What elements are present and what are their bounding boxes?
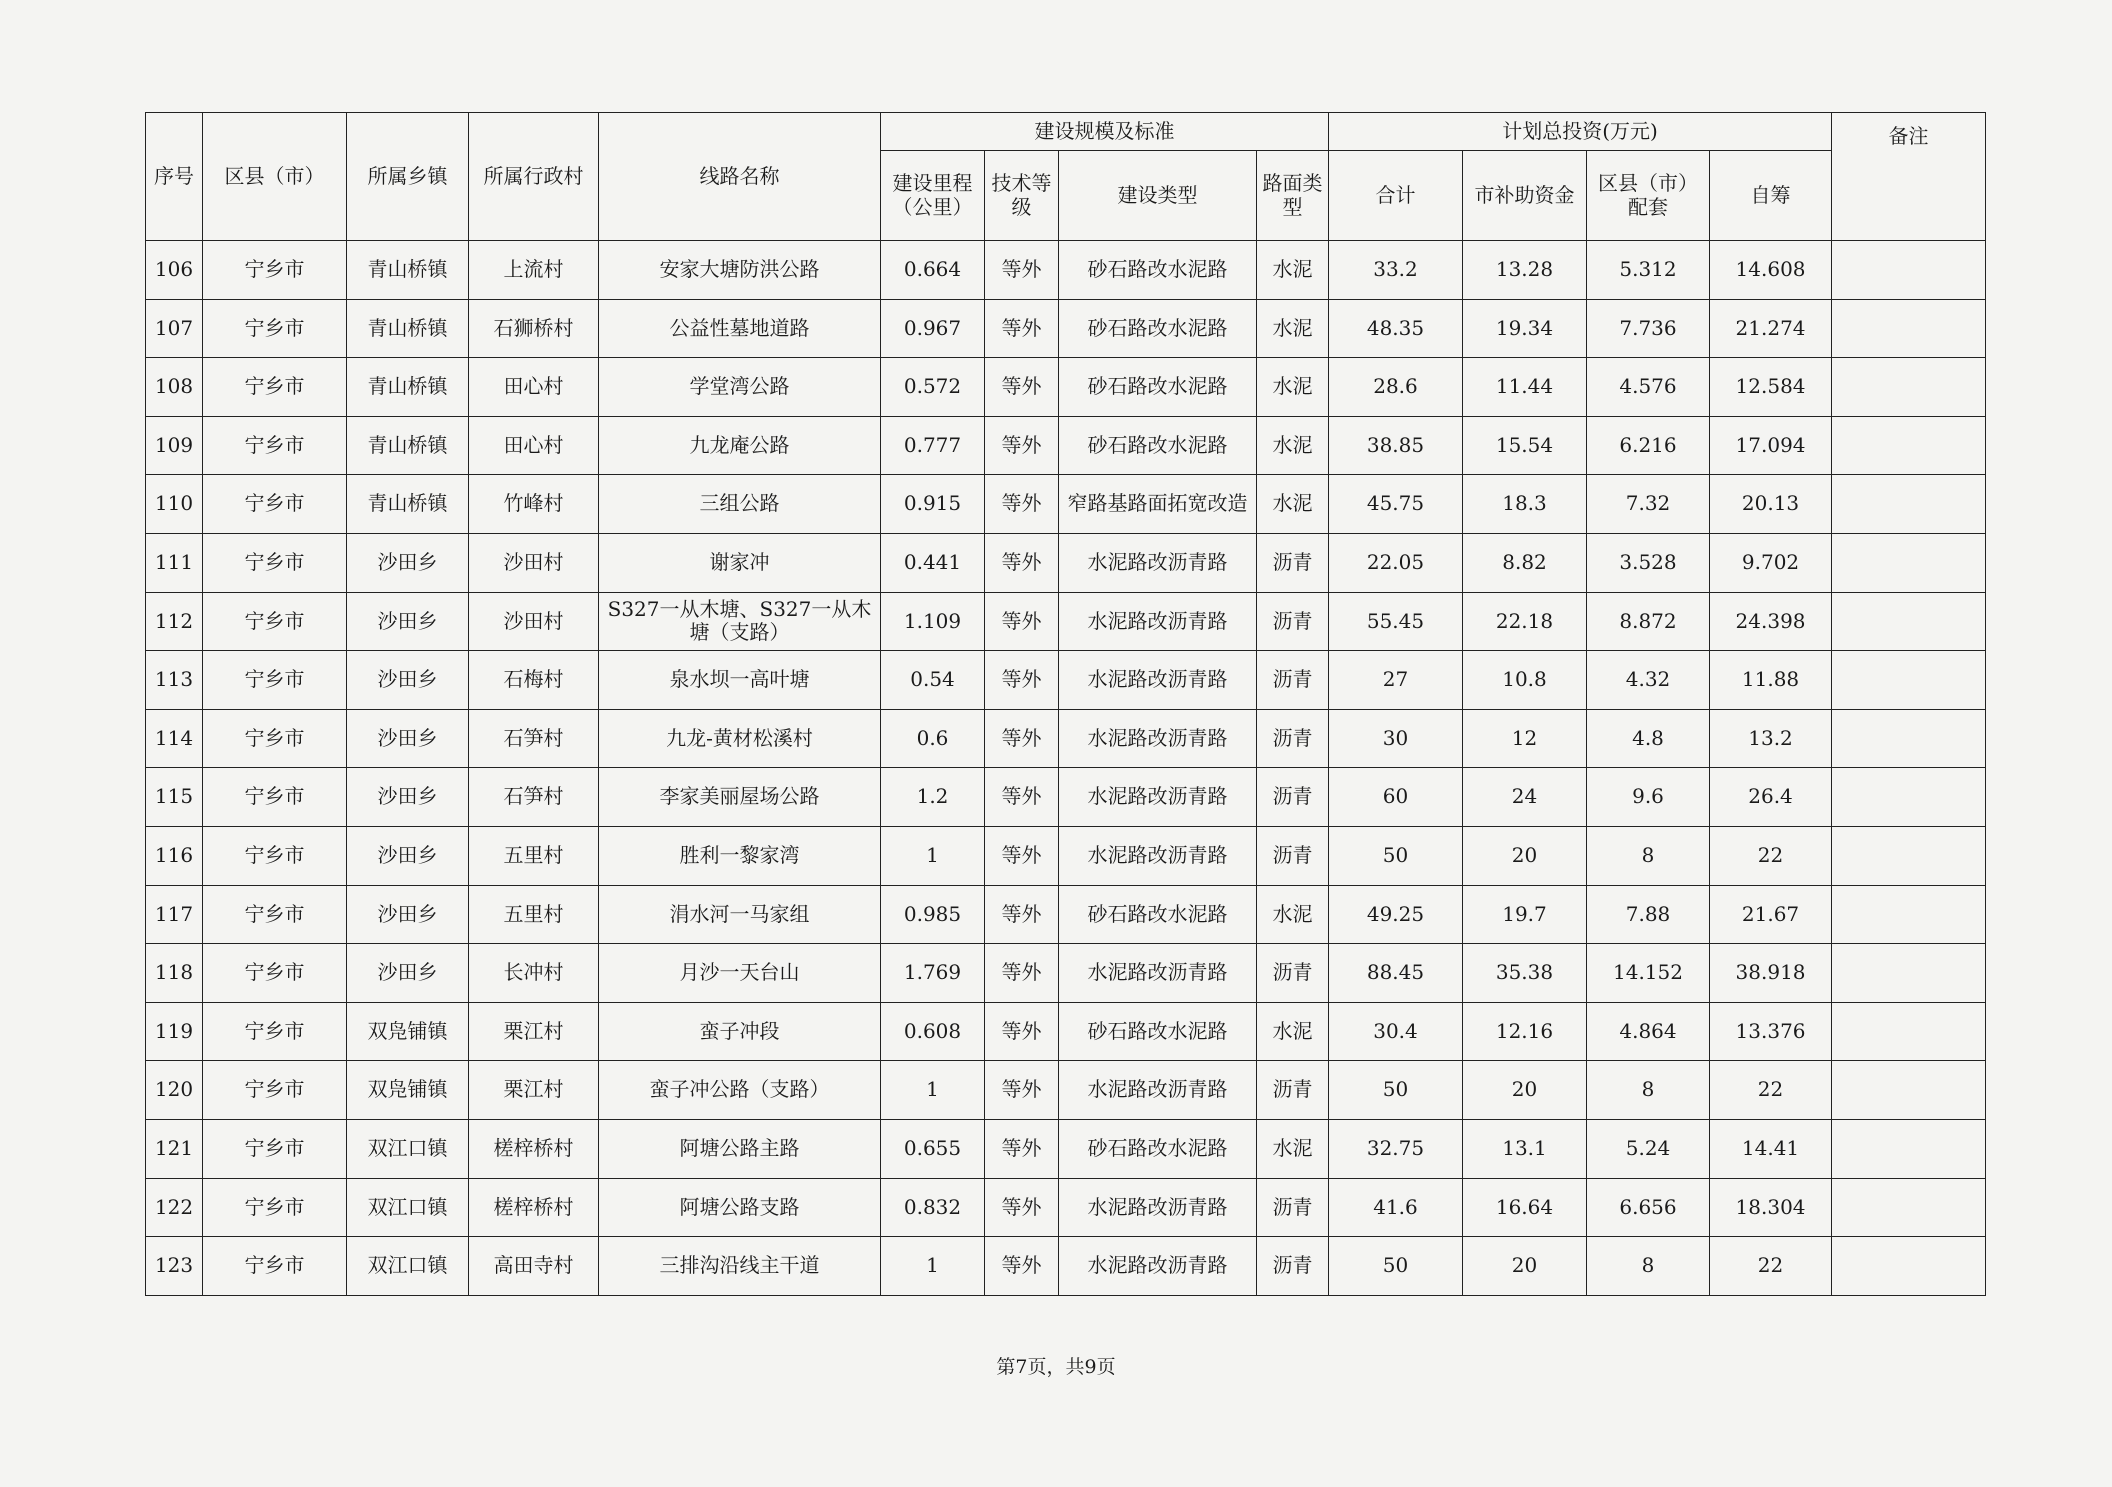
cell-city: 19.7	[1463, 885, 1587, 944]
cell-county: 宁乡市	[203, 651, 347, 710]
cell-build-type: 水泥路改沥青路	[1059, 944, 1257, 1003]
cell-township: 青山桥镇	[347, 241, 469, 300]
cell-total: 30.4	[1329, 1002, 1463, 1061]
cell-self: 13.376	[1710, 1002, 1832, 1061]
cell-grade: 等外	[985, 1061, 1059, 1120]
cell-build-type: 砂石路改水泥路	[1059, 241, 1257, 300]
cell-county: 宁乡市	[203, 885, 347, 944]
cell-township: 沙田乡	[347, 944, 469, 1003]
cell-pavement: 沥青	[1257, 1061, 1329, 1120]
cell-route: 三排沟沿线主干道	[599, 1237, 881, 1296]
cell-self: 9.702	[1710, 533, 1832, 592]
cell-township: 青山桥镇	[347, 299, 469, 358]
cell-total: 32.75	[1329, 1119, 1463, 1178]
cell-build-type: 砂石路改水泥路	[1059, 1002, 1257, 1061]
table-row	[146, 358, 1986, 417]
cell-township: 双江口镇	[347, 1178, 469, 1237]
cell-city: 20	[1463, 1237, 1587, 1296]
cell-county: 宁乡市	[203, 1178, 347, 1237]
header-scale-group: 建设规模及标准	[881, 113, 1329, 151]
cell-township: 沙田乡	[347, 651, 469, 710]
cell-grade: 等外	[985, 533, 1059, 592]
cell-grade: 等外	[985, 709, 1059, 768]
cell-county: 宁乡市	[203, 241, 347, 300]
cell-remark	[1832, 944, 1986, 1003]
cell-mileage: 0.6	[881, 709, 985, 768]
cell-township: 青山桥镇	[347, 475, 469, 534]
cell-county-match: 7.736	[1587, 299, 1710, 358]
table-row	[146, 416, 1986, 475]
cell-pavement: 沥青	[1257, 826, 1329, 885]
cell-route: 谢家冲	[599, 533, 881, 592]
cell-village: 石笋村	[469, 768, 599, 827]
cell-grade: 等外	[985, 826, 1059, 885]
cell-mileage: 1.2	[881, 768, 985, 827]
cell-county: 宁乡市	[203, 416, 347, 475]
cell-county-match: 4.576	[1587, 358, 1710, 417]
cell-no: 123	[146, 1237, 203, 1296]
cell-county-match: 14.152	[1587, 944, 1710, 1003]
cell-build-type: 水泥路改沥青路	[1059, 1237, 1257, 1296]
cell-grade: 等外	[985, 1002, 1059, 1061]
table-row	[146, 1061, 1986, 1120]
cell-county-match: 4.32	[1587, 651, 1710, 710]
cell-grade: 等外	[985, 1119, 1059, 1178]
cell-route: 学堂湾公路	[599, 358, 881, 417]
cell-city: 11.44	[1463, 358, 1587, 417]
cell-city: 20	[1463, 826, 1587, 885]
cell-self: 13.2	[1710, 709, 1832, 768]
cell-county: 宁乡市	[203, 475, 347, 534]
cell-self: 17.094	[1710, 416, 1832, 475]
cell-self: 12.584	[1710, 358, 1832, 417]
cell-grade: 等外	[985, 944, 1059, 1003]
cell-remark	[1832, 885, 1986, 944]
cell-township: 双凫铺镇	[347, 1061, 469, 1120]
header-mileage: 建设里程（公里）	[881, 151, 985, 241]
cell-city: 13.1	[1463, 1119, 1587, 1178]
cell-township: 沙田乡	[347, 885, 469, 944]
cell-county-match: 6.216	[1587, 416, 1710, 475]
cell-route: 涓水河一马家组	[599, 885, 881, 944]
cell-village: 沙田村	[469, 592, 599, 651]
cell-build-type: 砂石路改水泥路	[1059, 416, 1257, 475]
cell-grade: 等外	[985, 592, 1059, 651]
cell-route: 公益性墓地道路	[599, 299, 881, 358]
cell-mileage: 0.664	[881, 241, 985, 300]
cell-township: 青山桥镇	[347, 416, 469, 475]
cell-grade: 等外	[985, 241, 1059, 300]
cell-build-type: 水泥路改沥青路	[1059, 709, 1257, 768]
cell-remark	[1832, 533, 1986, 592]
cell-county: 宁乡市	[203, 944, 347, 1003]
cell-no: 110	[146, 475, 203, 534]
cell-no: 112	[146, 592, 203, 651]
cell-self: 22	[1710, 1061, 1832, 1120]
cell-build-type: 水泥路改沥青路	[1059, 1178, 1257, 1237]
cell-village: 上流村	[469, 241, 599, 300]
cell-village: 石梅村	[469, 651, 599, 710]
cell-city: 19.34	[1463, 299, 1587, 358]
cell-township: 双凫铺镇	[347, 1002, 469, 1061]
cell-remark	[1832, 475, 1986, 534]
table-row	[146, 1178, 1986, 1237]
cell-county-match: 8	[1587, 1061, 1710, 1120]
cell-build-type: 水泥路改沥青路	[1059, 1061, 1257, 1120]
cell-county: 宁乡市	[203, 709, 347, 768]
cell-route: 九龙-黄材松溪村	[599, 709, 881, 768]
cell-remark	[1832, 358, 1986, 417]
header-city-subsidy: 市补助资金	[1463, 151, 1587, 241]
cell-county: 宁乡市	[203, 826, 347, 885]
cell-self: 18.304	[1710, 1178, 1832, 1237]
cell-build-type: 水泥路改沥青路	[1059, 651, 1257, 710]
cell-build-type: 砂石路改水泥路	[1059, 885, 1257, 944]
cell-county-match: 7.88	[1587, 885, 1710, 944]
cell-county-match: 8	[1587, 1237, 1710, 1296]
cell-grade: 等外	[985, 358, 1059, 417]
cell-self: 26.4	[1710, 768, 1832, 827]
cell-no: 111	[146, 533, 203, 592]
cell-route: 泉水坝一高叶塘	[599, 651, 881, 710]
cell-grade: 等外	[985, 1237, 1059, 1296]
cell-no: 115	[146, 768, 203, 827]
cell-route: 安家大塘防洪公路	[599, 241, 881, 300]
header-grade: 技术等级	[985, 151, 1059, 241]
cell-mileage: 1.769	[881, 944, 985, 1003]
cell-village: 栗江村	[469, 1061, 599, 1120]
cell-mileage: 0.832	[881, 1178, 985, 1237]
cell-city: 15.54	[1463, 416, 1587, 475]
cell-no: 119	[146, 1002, 203, 1061]
cell-no: 108	[146, 358, 203, 417]
cell-pavement: 沥青	[1257, 651, 1329, 710]
cell-county: 宁乡市	[203, 1061, 347, 1120]
cell-route: 李家美丽屋场公路	[599, 768, 881, 827]
header-invest-group: 计划总投资(万元)	[1329, 113, 1832, 151]
cell-no: 120	[146, 1061, 203, 1120]
table-row	[146, 826, 1986, 885]
cell-county: 宁乡市	[203, 1237, 347, 1296]
header-township: 所属乡镇	[347, 113, 469, 241]
cell-township: 沙田乡	[347, 533, 469, 592]
cell-township: 青山桥镇	[347, 358, 469, 417]
cell-no: 113	[146, 651, 203, 710]
cell-pavement: 水泥	[1257, 299, 1329, 358]
cell-county-match: 4.864	[1587, 1002, 1710, 1061]
cell-no: 122	[146, 1178, 203, 1237]
cell-county-match: 4.8	[1587, 709, 1710, 768]
cell-build-type: 砂石路改水泥路	[1059, 1119, 1257, 1178]
cell-no: 107	[146, 299, 203, 358]
cell-grade: 等外	[985, 768, 1059, 827]
header-no: 序号	[146, 113, 203, 241]
cell-self: 21.274	[1710, 299, 1832, 358]
cell-city: 22.18	[1463, 592, 1587, 651]
cell-city: 24	[1463, 768, 1587, 827]
cell-total: 27	[1329, 651, 1463, 710]
cell-total: 50	[1329, 1237, 1463, 1296]
cell-remark	[1832, 1061, 1986, 1120]
cell-total: 30	[1329, 709, 1463, 768]
table-row	[146, 299, 1986, 358]
cell-no: 109	[146, 416, 203, 475]
cell-route: 阿塘公路主路	[599, 1119, 881, 1178]
cell-village: 槎梓桥村	[469, 1119, 599, 1178]
cell-pavement: 水泥	[1257, 1119, 1329, 1178]
cell-pavement: 水泥	[1257, 416, 1329, 475]
cell-county-match: 7.32	[1587, 475, 1710, 534]
cell-remark	[1832, 651, 1986, 710]
cell-remark	[1832, 592, 1986, 651]
table-row	[146, 1119, 1986, 1178]
cell-total: 50	[1329, 826, 1463, 885]
cell-mileage: 0.54	[881, 651, 985, 710]
table-row	[146, 768, 1986, 827]
cell-mileage: 0.915	[881, 475, 985, 534]
cell-city: 10.8	[1463, 651, 1587, 710]
cell-remark	[1832, 826, 1986, 885]
cell-remark	[1832, 416, 1986, 475]
cell-build-type: 水泥路改沥青路	[1059, 826, 1257, 885]
cell-village: 栗江村	[469, 1002, 599, 1061]
cell-county: 宁乡市	[203, 1119, 347, 1178]
cell-mileage: 0.777	[881, 416, 985, 475]
cell-village: 长冲村	[469, 944, 599, 1003]
cell-mileage: 0.967	[881, 299, 985, 358]
cell-mileage: 1	[881, 826, 985, 885]
cell-route: 月沙一天台山	[599, 944, 881, 1003]
cell-total: 55.45	[1329, 592, 1463, 651]
cell-no: 116	[146, 826, 203, 885]
table-row	[146, 475, 1986, 534]
cell-village: 竹峰村	[469, 475, 599, 534]
cell-pavement: 沥青	[1257, 533, 1329, 592]
table-row	[146, 241, 1986, 300]
cell-mileage: 0.441	[881, 533, 985, 592]
cell-route: S327一从木塘、S327一从木塘（支路）	[599, 592, 881, 651]
cell-grade: 等外	[985, 475, 1059, 534]
cell-no: 118	[146, 944, 203, 1003]
header-pavement: 路面类型	[1257, 151, 1329, 241]
cell-pavement: 沥青	[1257, 592, 1329, 651]
cell-city: 12.16	[1463, 1002, 1587, 1061]
cell-grade: 等外	[985, 1178, 1059, 1237]
cell-remark	[1832, 1119, 1986, 1178]
cell-county: 宁乡市	[203, 768, 347, 827]
cell-pavement: 沥青	[1257, 768, 1329, 827]
cell-remark	[1832, 299, 1986, 358]
cell-pavement: 水泥	[1257, 475, 1329, 534]
cell-self: 22	[1710, 1237, 1832, 1296]
header-county-match: 区县（市）配套	[1587, 151, 1710, 241]
cell-county-match: 5.24	[1587, 1119, 1710, 1178]
cell-pavement: 沥青	[1257, 709, 1329, 768]
cell-build-type: 水泥路改沥青路	[1059, 768, 1257, 827]
page-footer: 第7页，共9页	[996, 1356, 1116, 1378]
table-body	[146, 241, 1986, 1296]
table-row	[146, 1002, 1986, 1061]
cell-remark	[1832, 1237, 1986, 1296]
header-total: 合计	[1329, 151, 1463, 241]
cell-city: 20	[1463, 1061, 1587, 1120]
cell-city: 8.82	[1463, 533, 1587, 592]
header-village: 所属行政村	[469, 113, 599, 241]
cell-total: 88.45	[1329, 944, 1463, 1003]
cell-build-type: 水泥路改沥青路	[1059, 592, 1257, 651]
cell-self: 14.608	[1710, 241, 1832, 300]
table-row	[146, 1237, 1986, 1296]
cell-village: 五里村	[469, 885, 599, 944]
cell-route: 阿塘公路支路	[599, 1178, 881, 1237]
cell-self: 20.13	[1710, 475, 1832, 534]
table-row	[146, 592, 1986, 651]
cell-township: 沙田乡	[347, 826, 469, 885]
cell-route: 蛮子冲段	[599, 1002, 881, 1061]
cell-pavement: 水泥	[1257, 241, 1329, 300]
cell-no: 117	[146, 885, 203, 944]
cell-mileage: 0.608	[881, 1002, 985, 1061]
cell-route: 胜利一黎家湾	[599, 826, 881, 885]
cell-route: 三组公路	[599, 475, 881, 534]
cell-village: 沙田村	[469, 533, 599, 592]
cell-county: 宁乡市	[203, 358, 347, 417]
cell-self: 11.88	[1710, 651, 1832, 710]
cell-county-match: 8	[1587, 826, 1710, 885]
cell-total: 38.85	[1329, 416, 1463, 475]
cell-no: 106	[146, 241, 203, 300]
cell-grade: 等外	[985, 299, 1059, 358]
cell-total: 50	[1329, 1061, 1463, 1120]
cell-remark	[1832, 1002, 1986, 1061]
cell-village: 高田寺村	[469, 1237, 599, 1296]
cell-county: 宁乡市	[203, 299, 347, 358]
cell-city: 35.38	[1463, 944, 1587, 1003]
cell-pavement: 沥青	[1257, 1178, 1329, 1237]
cell-city: 18.3	[1463, 475, 1587, 534]
cell-mileage: 0.985	[881, 885, 985, 944]
cell-village: 石狮桥村	[469, 299, 599, 358]
cell-mileage: 0.572	[881, 358, 985, 417]
header-county: 区县（市）	[203, 113, 347, 241]
cell-pavement: 沥青	[1257, 1237, 1329, 1296]
cell-township: 双江口镇	[347, 1119, 469, 1178]
cell-no: 121	[146, 1119, 203, 1178]
cell-grade: 等外	[985, 651, 1059, 710]
cell-self: 14.41	[1710, 1119, 1832, 1178]
cell-county: 宁乡市	[203, 592, 347, 651]
cell-township: 沙田乡	[347, 768, 469, 827]
cell-village: 田心村	[469, 358, 599, 417]
cell-village: 五里村	[469, 826, 599, 885]
cell-mileage: 1	[881, 1061, 985, 1120]
cell-total: 45.75	[1329, 475, 1463, 534]
table-row	[146, 944, 1986, 1003]
cell-pavement: 水泥	[1257, 885, 1329, 944]
cell-route: 蛮子冲公路（支路）	[599, 1061, 881, 1120]
cell-pavement: 水泥	[1257, 1002, 1329, 1061]
cell-township: 沙田乡	[347, 709, 469, 768]
cell-county-match: 3.528	[1587, 533, 1710, 592]
cell-grade: 等外	[985, 416, 1059, 475]
cell-grade: 等外	[985, 885, 1059, 944]
cell-county: 宁乡市	[203, 533, 347, 592]
cell-city: 12	[1463, 709, 1587, 768]
cell-self: 22	[1710, 826, 1832, 885]
header-build-type: 建设类型	[1059, 151, 1257, 241]
table-row	[146, 651, 1986, 710]
cell-city: 13.28	[1463, 241, 1587, 300]
cell-build-type: 砂石路改水泥路	[1059, 299, 1257, 358]
header-self-raised: 自筹	[1710, 151, 1832, 241]
cell-self: 21.67	[1710, 885, 1832, 944]
cell-build-type: 窄路基路面拓宽改造	[1059, 475, 1257, 534]
cell-build-type: 砂石路改水泥路	[1059, 358, 1257, 417]
cell-township: 沙田乡	[347, 592, 469, 651]
cell-self: 38.918	[1710, 944, 1832, 1003]
table-row	[146, 885, 1986, 944]
cell-county-match: 5.312	[1587, 241, 1710, 300]
cell-village: 槎梓桥村	[469, 1178, 599, 1237]
cell-total: 22.05	[1329, 533, 1463, 592]
road-project-table	[145, 112, 1986, 1296]
cell-pavement: 水泥	[1257, 358, 1329, 417]
cell-city: 16.64	[1463, 1178, 1587, 1237]
cell-county-match: 8.872	[1587, 592, 1710, 651]
header-route: 线路名称	[599, 113, 881, 241]
cell-county-match: 6.656	[1587, 1178, 1710, 1237]
cell-total: 48.35	[1329, 299, 1463, 358]
cell-mileage: 0.655	[881, 1119, 985, 1178]
cell-build-type: 水泥路改沥青路	[1059, 533, 1257, 592]
cell-remark	[1832, 1178, 1986, 1237]
cell-total: 60	[1329, 768, 1463, 827]
cell-remark	[1832, 241, 1986, 300]
cell-township: 双江口镇	[347, 1237, 469, 1296]
table-row	[146, 709, 1986, 768]
cell-village: 田心村	[469, 416, 599, 475]
cell-total: 33.2	[1329, 241, 1463, 300]
cell-mileage: 1	[881, 1237, 985, 1296]
cell-pavement: 沥青	[1257, 944, 1329, 1003]
cell-county: 宁乡市	[203, 1002, 347, 1061]
table-row	[146, 533, 1986, 592]
cell-village: 石笋村	[469, 709, 599, 768]
header-remark: 备注	[1832, 113, 1986, 241]
cell-route: 九龙庵公路	[599, 416, 881, 475]
cell-self: 24.398	[1710, 592, 1832, 651]
cell-total: 41.6	[1329, 1178, 1463, 1237]
cell-mileage: 1.109	[881, 592, 985, 651]
cell-remark	[1832, 768, 1986, 827]
cell-remark	[1832, 709, 1986, 768]
cell-county-match: 9.6	[1587, 768, 1710, 827]
cell-total: 28.6	[1329, 358, 1463, 417]
cell-total: 49.25	[1329, 885, 1463, 944]
cell-no: 114	[146, 709, 203, 768]
table-header	[146, 113, 1986, 241]
